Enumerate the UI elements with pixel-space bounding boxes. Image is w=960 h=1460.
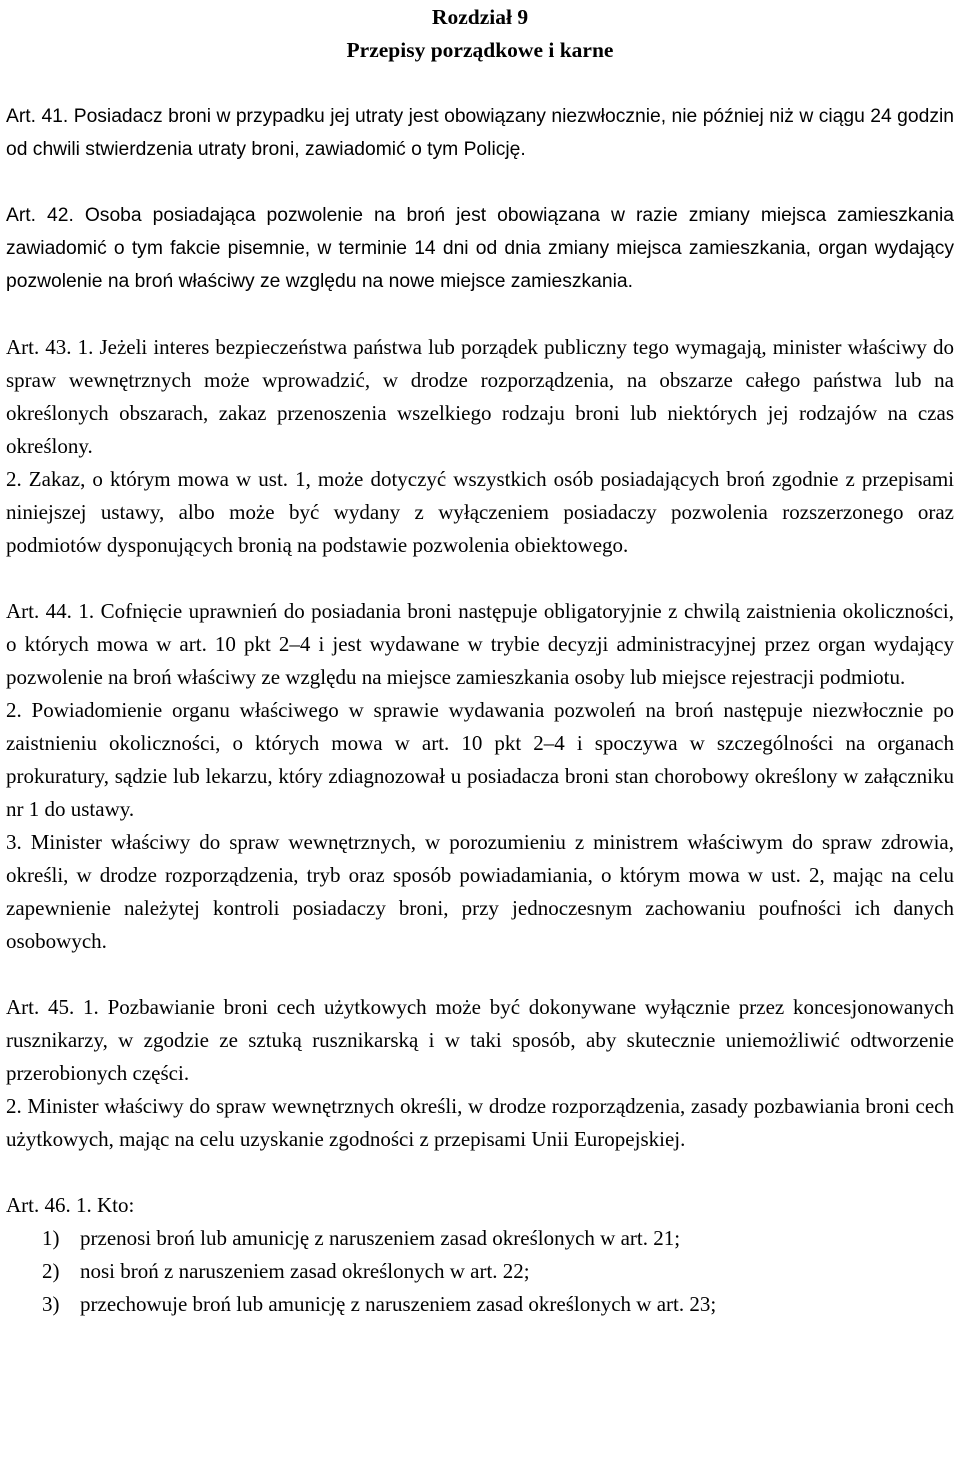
article-43-para-2: 2. Zakaz, o którym mowa w ust. 1, może dotyczyć wszystkich osób posiadających broń zgodnie z przepisami niniejszej ustawy, albo może być wydany z wyłączeniem posiadaczy pozwolenia rozszerzonego oraz podmiotów dysponujących bronią na podstawie pozwolenia obiektowego. xyxy=(6,467,954,557)
article-46 xyxy=(6,1189,954,1321)
chapter-title: Przepisy porządkowe i karne xyxy=(346,38,614,62)
list-item-text: przenosi broń lub amunicję z naruszeniem zasad określonych w art. 21; xyxy=(80,1226,681,1250)
article-44 xyxy=(6,595,954,958)
article-44-para-2: 2. Powiadomienie organu właściwego w sprawie wydawania pozwoleń na broń następuje niezwłocznie po zaistnieniu okoliczności, o których mowa w art. 10 pkt 2–4 i spoczywa w szczególności na organach prokuratury, sądzie lub lekarzu, który zdiagnozował u posiadacza broni stan chorobowy określony w załączniku nr 1 do ustawy. xyxy=(6,698,954,821)
chapter-number: Rozdział 9 xyxy=(431,5,529,29)
list-item-number: 3) xyxy=(42,1292,60,1316)
document-page xyxy=(6,0,954,1321)
list-item-text: nosi broń z naruszeniem zasad określonych w art. 22; xyxy=(80,1259,530,1283)
list-item xyxy=(6,1288,954,1321)
article-45 xyxy=(6,991,954,1156)
article-46-intro: Art. 46. 1. Kto: xyxy=(6,1193,135,1217)
article-45-para-2: 2. Minister właściwy do spraw wewnętrznych określi, w drodze rozporządzenia, zasady pozbawiania broni cech użytkowych, mając na celu uzyskanie zgodności z przepisami Unii Europejskiej. xyxy=(6,1094,954,1151)
article-46-list xyxy=(6,1222,954,1321)
article-42: Art. 42. Osoba posiadająca pozwolenie na broń jest obowiązana w razie zmiany miejsca zamieszkania zawiadomić o tym fakcie pisemnie, w terminie 14 dni od dnia zmiany miejsca zamieszkania, organ wydający pozwolenie na broń właściwy ze względu na nowe miejsce zamieszkania. xyxy=(6,205,954,292)
chapter-heading xyxy=(6,0,954,67)
list-item xyxy=(6,1255,954,1288)
list-item xyxy=(6,1222,954,1255)
article-41: Art. 41. Posiadacz broni w przypadku jej utraty jest obowiązany niezwłocznie, nie później niż w ciągu 24 godzin od chwili stwierdzenia utraty broni, zawiadomić o tym Policję. xyxy=(6,106,954,160)
article-44-para-1: Art. 44. 1. Cofnięcie uprawnień do posiadania broni następuje obligatoryjnie z chwilą zaistnienia okoliczności, o których mowa w art. 10 pkt 2–4 i jest wydawane w trybie decyzji administracyjnej przez organ wydający pozwolenie na broń właściwy ze względu na miejsce zamieszkania osoby lub miejsce rejestracji podmiotu. xyxy=(6,599,954,689)
list-item-text: przechowuje broń lub amunicję z naruszeniem zasad określonych w art. 23; xyxy=(80,1292,717,1316)
article-45-para-1: Art. 45. 1. Pozbawianie broni cech użytkowych może być dokonywane wyłącznie przez koncesjonowanych rusznikarzy, w zgodzie ze sztuką rusznikarską i w taki sposób, aby skutecznie uniemożliwić odtworzenie przerobionych części. xyxy=(6,995,954,1085)
list-item-number: 2) xyxy=(42,1259,60,1283)
list-item-number: 1) xyxy=(42,1226,60,1250)
article-44-para-3: 3. Minister właściwy do spraw wewnętrznych, w porozumieniu z ministrem właściwym do spraw zdrowia, określi, w drodze rozporządzenia, tryb oraz sposób powiadamiania, o którym mowa w ust. 2, mając na celu zapewnienie należytej kontroli posiadaczy broni, przy jednoczesnym zachowaniu poufności ich danych osobowych. xyxy=(6,830,954,953)
article-43 xyxy=(6,331,954,562)
article-43-para-1: Art. 43. 1. Jeżeli interes bezpieczeństwa państwa lub porządek publiczny tego wymagają, minister właściwy do spraw wewnętrznych może wprowadzić, w drodze rozporządzenia, na obszarze całego państwa lub na określonych obszarach, zakaz przenoszenia wszelkiego rodzaju broni lub niektórych jej rodzajów na czas określony. xyxy=(6,335,954,458)
